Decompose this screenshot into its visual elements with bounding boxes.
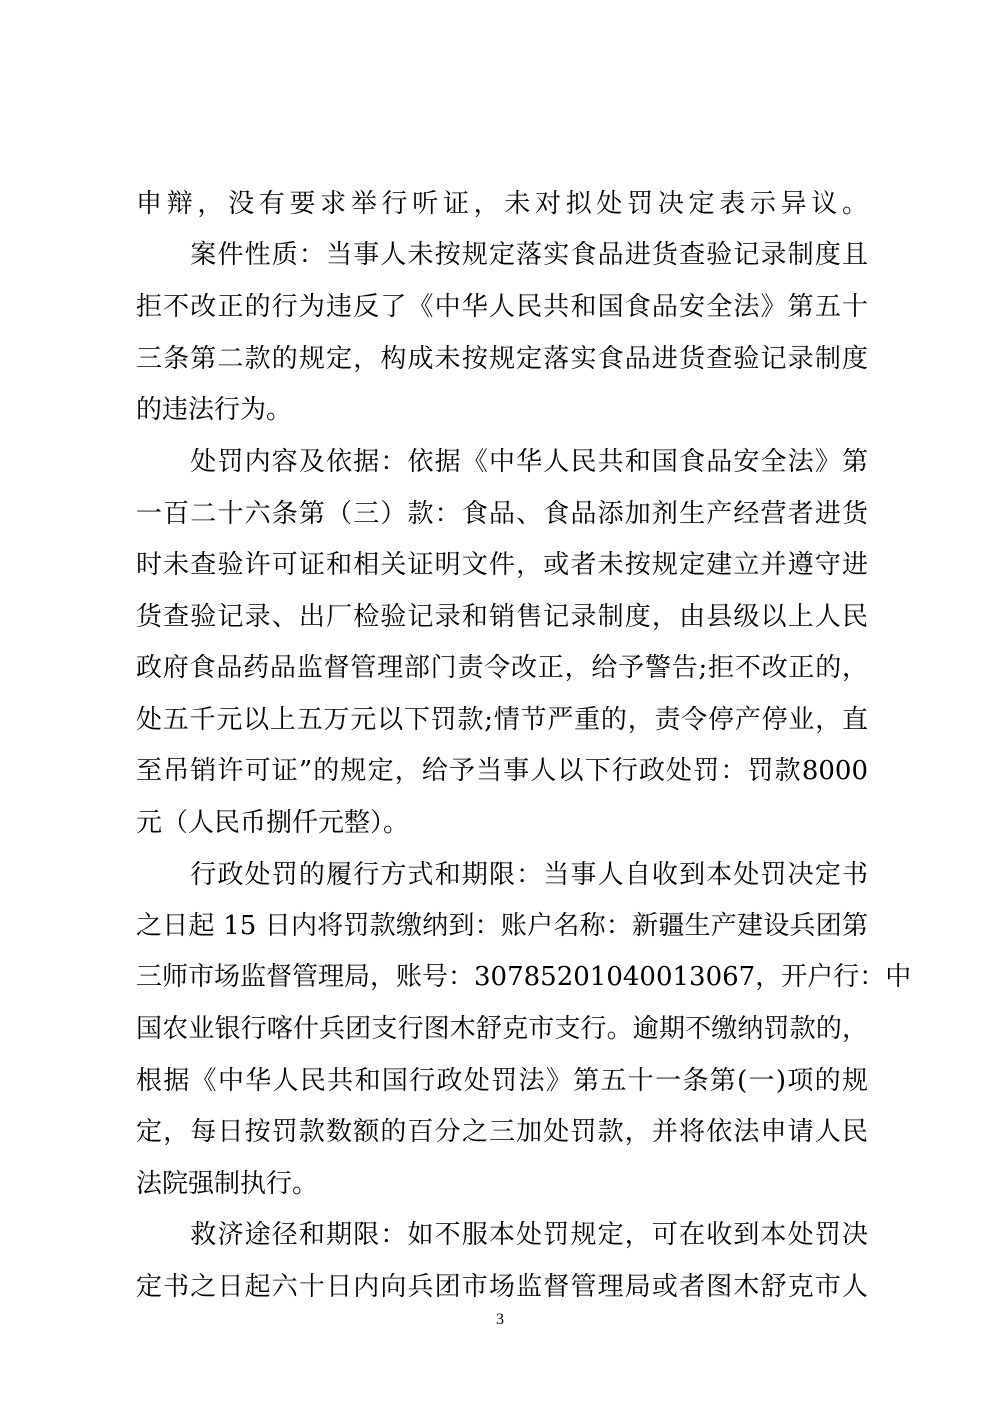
text-line: 法院强制执行。 [136,1169,319,1199]
text-line: 之日起 15 日内将罚款缴纳到：账户名称：新疆生产建设兵团第 [136,911,868,941]
text-line: 元（人民币捌仟元整）。 [136,808,410,838]
text-line: 时未查验许可证和相关证明文件，或者未按规定建立并遵守进 [136,550,868,580]
text-line: 行政处罚的履行方式和期限：当事人自收到本处罚决定书 [136,860,868,890]
text-line: 案件性质：当事人未按规定落实食品进货查验记录制度且 [136,240,868,270]
text-line: 政府食品药品监督管理部门责令改正，给予警告;拒不改正的， [136,653,868,683]
text-line: 三师市场监督管理局，账号：30785201040013067，开户行：中 [136,962,912,992]
text-line: 处五千元以上五万元以下罚款;情节严重的，责令停产停业，直 [136,705,868,735]
text-line: 处罚内容及依据：依据《中华人民共和国食品安全法》第 [136,447,868,477]
text-line: 根据《中华人民共和国行政处罚法》第五十一条第(一)项的规 [136,1066,868,1096]
text-line: 一百二十六条第（三）款：食品、食品添加剂生产经营者进货 [136,499,868,529]
text-line: 救济途径和期限：如不服本处罚规定，可在收到本处罚决 [136,1220,868,1250]
text-line: 三条第二款的规定，构成未按规定落实食品进货查验记录制度 [136,344,868,374]
page-number: 3 [496,1311,504,1328]
text-line: 定，每日按罚款数额的百分之三加处罚款，并将依法申请人民 [136,1117,868,1147]
text-line: 货查验记录、出厂检验记录和销售记录制度，由县级以上人民 [136,602,868,632]
text-line: 的违法行为。 [136,395,293,425]
text-line: 拒不改正的行为违反了《中华人民共和国食品安全法》第五十 [136,292,868,322]
text-line: 申辩，没有要求举行听证，未对拟处罚决定表示异议。 [136,189,868,219]
text-line: 国农业银行喀什兵团支行图木舒克市支行。逾期不缴纳罚款的， [136,1014,868,1044]
text-line: 至吊销许可证”的规定，给予当事人以下行政处罚：罚款8000 [136,756,868,786]
text-line: 定书之日起六十日内向兵团市场监督管理局或者图木舒克市人 [136,1272,868,1302]
